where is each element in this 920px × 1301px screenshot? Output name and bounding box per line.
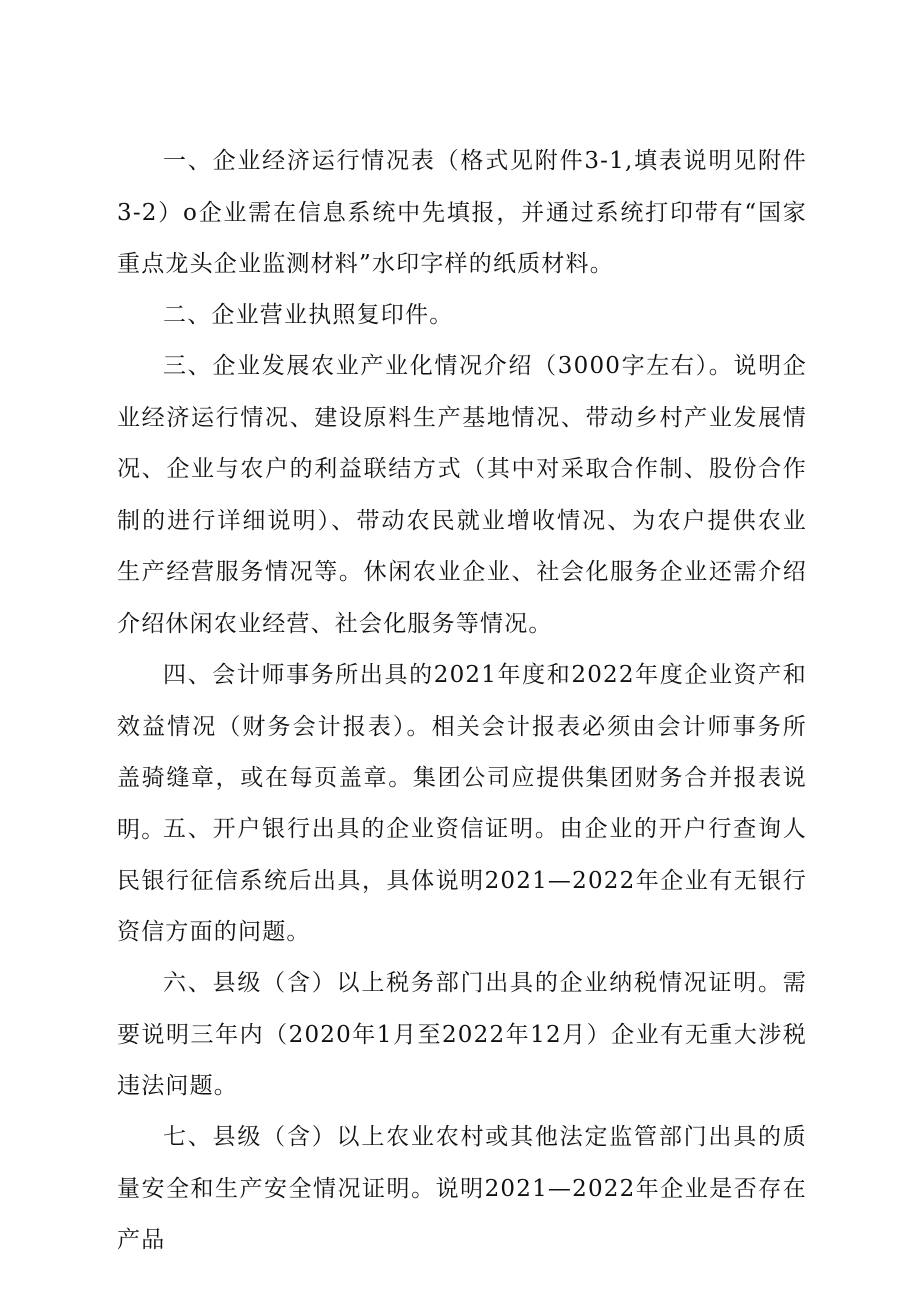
paragraph-7: 七、县级（含）以上农业农村或其他法定监管部门出具的质量安全和生产安全情况证明。说明2021—2022年企业是否存在产品: [117, 1124, 807, 1253]
paragraph-6: 六、县级（含）以上税务部门出具的企业纳税情况证明。需要说明三年内（2020年1月至2022年12月）企业有无重大涉税违法问题。: [117, 970, 807, 1099]
paragraph-5: 五、开户银行出具的企业资信证明。由企业的开户行查询人民银行征信系统后出具，具体说明2021—2022年企业有无银行资信方面的问题。: [117, 816, 807, 945]
paragraph-3: 三、企业发展农业产业化情况介绍（3000字左右）。说明企业经济运行情况、建设原料生产基地情况、带动乡村产业发展情况、企业与农户的利益联结方式（其中对采取合作制、股份合作制的进行详细说明）、带动农民就业增收情况、为农户提供农业生产经营服务情况等。休闲农业企业、社会化服务企业还需介绍介绍休闲农业经营、社会化服务等情况。: [117, 353, 807, 637]
paragraph-4: 四、会计师事务所出具的2021年度和2022年度企业资产和效益情况（财务会计报表）。相关会计报表必须由会计师事务所盖骑缝章，或在每页盖章。集团公司应提供集团财务合并报表说明。: [117, 662, 807, 843]
paragraph-1: 一、企业经济运行情况表（格式见附件3-1,填表说明见附件3-2）o企业需在信息系统中先填报，并通过系统打印带有“国家重点龙头企业监测材料”水印字样的纸质材料。: [117, 148, 807, 277]
paragraph-2: 二、企业营业执照复印件。: [163, 302, 454, 328]
